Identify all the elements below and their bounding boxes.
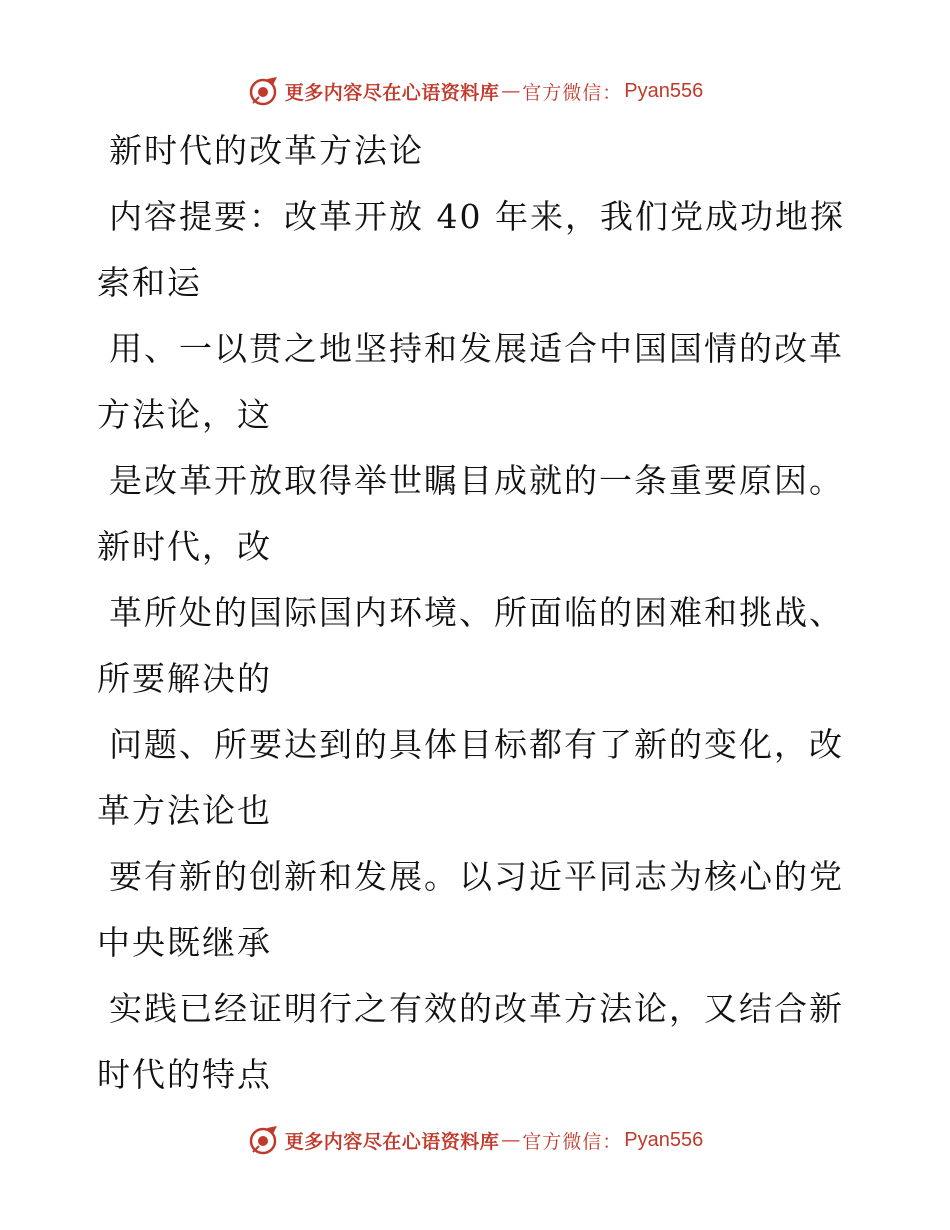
text-line: 索和运 (97, 263, 202, 302)
text-line: 实践已经证明行之有效的改革方法论，又结合新 (109, 989, 844, 1028)
text-line: 问题、所要达到的具体目标都有了新的变化，改 (109, 725, 844, 764)
doc-title: 新时代的改革方法论 (109, 131, 424, 170)
text-line: 是改革开放取得举世瞩目成就的一条重要原因。 (109, 461, 844, 500)
watermark-wechat-label: 官方微信： (522, 1130, 623, 1153)
text-line: 革方法论也 (97, 791, 272, 830)
text-line: 革所处的国际国内环境、所面临的困难和挑战、 (109, 593, 844, 632)
watermark-dash: — (501, 80, 521, 102)
text-line: 新时代，改 (97, 527, 272, 566)
document-body (97, 118, 845, 1108)
text-line: 要有新的创新和发展。以习近平同志为核心的党 (109, 857, 844, 896)
text-line: 内容提要：改革开放 40 年来，我们党成功地探 (109, 197, 845, 236)
header-watermark (0, 71, 950, 111)
text-line: 中央既继承 (97, 923, 272, 962)
watermark-text: 更多内容尽在心语资料库 (284, 81, 500, 104)
watermark-wechat-label: 官方微信： (522, 81, 623, 104)
watermark-text: 更多内容尽在心语资料库 (284, 1130, 500, 1153)
text-line: 时代的特点 (97, 1055, 272, 1094)
pen-logo-icon (247, 1124, 279, 1156)
watermark-wechat-id: Pyan556 (624, 1128, 704, 1151)
watermark-dash: — (501, 1129, 521, 1151)
footer-watermark (0, 1120, 950, 1160)
text-line: 方法论，这 (97, 395, 272, 434)
text-line: 用、一以贯之地坚持和发展适合中国国情的改革 (109, 329, 844, 368)
watermark-wechat-id: Pyan556 (624, 79, 704, 102)
pen-logo-icon (247, 75, 279, 107)
text-line: 所要解决的 (97, 659, 272, 698)
